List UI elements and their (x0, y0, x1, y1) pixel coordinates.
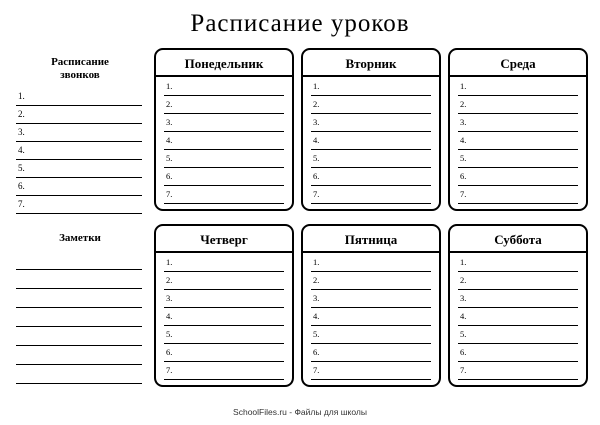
list-item[interactable]: 3. (458, 114, 578, 132)
list-item[interactable]: 5. (458, 150, 578, 168)
list-item[interactable]: 7. (16, 196, 142, 214)
list-item[interactable]: 3. (458, 290, 578, 308)
list-item[interactable]: 4. (164, 308, 284, 326)
bells-schedule-section (14, 48, 154, 214)
list-item[interactable]: 1. (16, 88, 142, 106)
list-item[interactable]: 6. (164, 168, 284, 186)
list-item[interactable]: 7. (458, 186, 578, 204)
list-item[interactable]: 5. (16, 160, 142, 178)
day-card-list (156, 254, 292, 380)
list-item[interactable]: 4. (458, 132, 578, 150)
day-card-thursday (154, 224, 294, 387)
day-card-list (303, 254, 439, 380)
day-card-wednesday (448, 48, 588, 211)
list-item[interactable]: 7. (311, 186, 431, 204)
bells-schedule-heading-line1: Расписание (51, 56, 109, 68)
list-item[interactable]: 2. (311, 96, 431, 114)
list-item[interactable]: 2. (164, 272, 284, 290)
list-item[interactable]: 7. (311, 362, 431, 380)
bells-schedule-heading (14, 56, 146, 82)
day-card-list (450, 254, 586, 380)
notes-lines (14, 251, 146, 384)
list-item[interactable]: 6. (458, 344, 578, 362)
day-card-saturday (448, 224, 588, 387)
day-card-title: Четверг (156, 230, 292, 253)
notes-line[interactable] (16, 327, 142, 346)
list-item[interactable]: 4. (164, 132, 284, 150)
list-item[interactable]: 1. (458, 254, 578, 272)
day-card-tuesday (301, 48, 441, 211)
notes-line[interactable] (16, 251, 142, 270)
footer-credit: SchoolFiles.ru - Файлы для школы (233, 407, 367, 417)
list-item[interactable]: 4. (311, 308, 431, 326)
day-card-list (450, 78, 586, 204)
day-card-title: Среда (450, 54, 586, 77)
day-card-title: Вторник (303, 54, 439, 77)
day-card-title: Суббота (450, 230, 586, 253)
notes-line[interactable] (16, 365, 142, 384)
notes-section (14, 224, 154, 384)
list-item[interactable]: 1. (458, 78, 578, 96)
list-item[interactable]: 6. (164, 344, 284, 362)
list-item[interactable]: 1. (164, 78, 284, 96)
list-item[interactable]: 1. (311, 78, 431, 96)
day-card-monday (154, 48, 294, 211)
list-item[interactable]: 6. (16, 178, 142, 196)
list-item[interactable]: 6. (458, 168, 578, 186)
list-item[interactable]: 2. (16, 106, 142, 124)
notes-line[interactable] (16, 289, 142, 308)
list-item[interactable]: 4. (458, 308, 578, 326)
list-item[interactable]: 3. (311, 290, 431, 308)
bells-schedule-list (14, 88, 146, 214)
list-item[interactable]: 3. (311, 114, 431, 132)
list-item[interactable]: 5. (311, 150, 431, 168)
list-item[interactable]: 3. (164, 290, 284, 308)
list-item[interactable]: 6. (311, 168, 431, 186)
list-item[interactable]: 1. (311, 254, 431, 272)
list-item[interactable]: 2. (458, 96, 578, 114)
schedule-row-bottom (0, 224, 600, 387)
list-item[interactable]: 7. (164, 186, 284, 204)
list-item[interactable]: 5. (164, 150, 284, 168)
day-card-list (303, 78, 439, 204)
list-item[interactable]: 4. (16, 142, 142, 160)
day-card-title: Понедельник (156, 54, 292, 77)
list-item[interactable]: 1. (164, 254, 284, 272)
list-item[interactable]: 3. (164, 114, 284, 132)
day-card-friday (301, 224, 441, 387)
day-card-title: Пятница (303, 230, 439, 253)
notes-heading: Заметки (59, 232, 101, 244)
page-title: Расписание уроков (190, 10, 410, 37)
notes-line[interactable] (16, 270, 142, 289)
list-item[interactable]: 3. (16, 124, 142, 142)
list-item[interactable]: 2. (458, 272, 578, 290)
list-item[interactable]: 5. (164, 326, 284, 344)
list-item[interactable]: 7. (164, 362, 284, 380)
schedule-row-top (0, 48, 600, 214)
list-item[interactable]: 2. (164, 96, 284, 114)
notes-line[interactable] (16, 346, 142, 365)
list-item[interactable]: 6. (311, 344, 431, 362)
list-item[interactable]: 4. (311, 132, 431, 150)
notes-line[interactable] (16, 308, 142, 327)
list-item[interactable]: 5. (458, 326, 578, 344)
list-item[interactable]: 5. (311, 326, 431, 344)
list-item[interactable]: 7. (458, 362, 578, 380)
bells-schedule-heading-line2: звонков (60, 69, 100, 81)
list-item[interactable]: 2. (311, 272, 431, 290)
day-card-list (156, 78, 292, 204)
